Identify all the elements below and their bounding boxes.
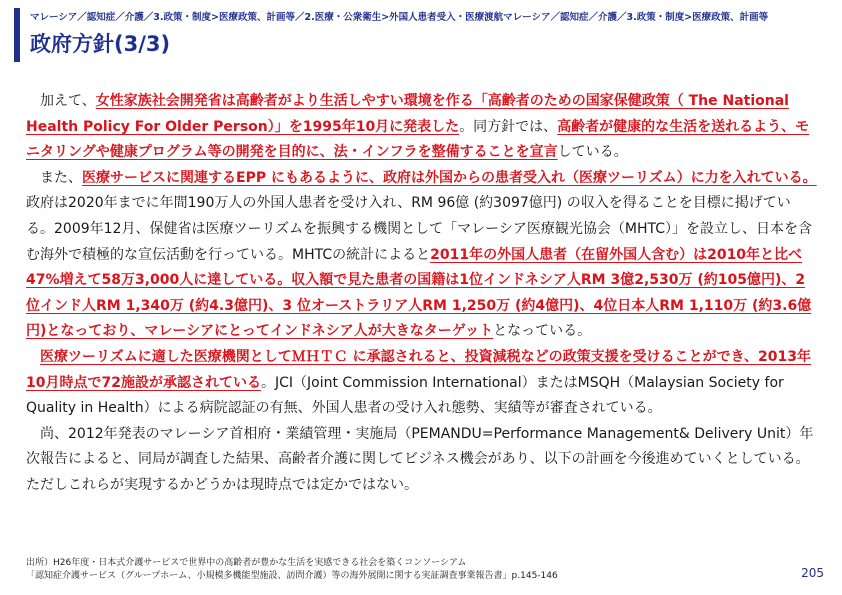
paragraph-1: [26, 89, 818, 166]
paragraph-2: [26, 166, 818, 345]
body-text-run: となっている。: [493, 323, 592, 340]
source-line-2: 「認知症介護サービス（グループホーム、小規模多機能型施設、訪問介護）等の海外展開に関する実証調査事業報告書」p.145-146: [26, 571, 558, 581]
body-text-run: 加えて、: [40, 93, 96, 109]
highlighted-text: 医療ツーリズムに適した医療機関としてＭＨＴＣ に承認されると、投資減税などの政策支援を受けることができ、2013年10月時点で72施設が承認されている: [26, 348, 811, 391]
highlighted-text: 2011年の外国人患者（在留外国人含む）は2010年と比べ47%増えて58万3,000人に達している。収入額で見た患者の国籍は1位インドネシア人RM 3億2,530万 (約105億円)、2位インド人RM 1,340万 (約4.3億円)、3 位オーストラリア人RM 1,250万 (約4億円)、4位日本人RM 1,110万 (約3.6億円)となっており、マレーシアにとってインドネシア人が大きなターゲット: [26, 246, 812, 340]
highlighted-text: 女性家族社会開発省は高齢者がより生活しやすい環境を作る「高齢者のための国家保健政策（ The National Health Policy For Older Person）」を1995年10月に発表した: [26, 93, 789, 135]
page-title: 政府方針(3/3): [30, 32, 171, 56]
source-line-1: 出所）H26年度・日本式介護サービスで世界中の高齢者が豊かな生活を実感できる社会を築くコンソーシアム: [26, 558, 467, 568]
paragraph-4: [26, 422, 818, 499]
body-text: [26, 89, 818, 499]
breadcrumb: マレーシア／認知症／介護／3.政策・制度>医療政策、計画等／2.医療・公衆衛生>外国人患者受入・医療渡航マレーシア／認知症／介護／3.政策・制度>医療政策、計画等: [30, 12, 769, 23]
paragraph-3: [26, 345, 818, 422]
body-text-run: 。JCI（Joint Commission International）またはMSQH（Malaysian Society for Quality in Health）による病院認証の有無、外国人患者の受け入れ態勢、実績等が審査されている。: [26, 374, 784, 417]
highlighted-text: 医療サービスに関連するEPP にもあるように、政府は外国からの患者受入れ（医療ツーリズム）に力を入れている。: [82, 169, 817, 186]
source-footnote: [26, 557, 746, 583]
page-number: 205: [801, 566, 824, 580]
body-text-run: 。同方針では、: [459, 118, 558, 135]
body-text-run: 尚、2012年発表のマレーシア首相府・業績管理・実施局（PEMANDU=Performance Management& Delivery Unit）年次報告によると、同局が調査した結果、高齢者介護に関してビジネス機会があり、以下の計画を今後進めていくとしている。ただしこれらが実現するかどうかは現時点では定かではない。: [26, 425, 814, 493]
title-accent-bar: [14, 8, 20, 62]
highlighted-text: 高齢者が健康的な生活を送れるよう、モニタリングや健康プログラム等の開発を目的に、法・インフラを整備することを宣言: [26, 118, 810, 161]
body-text-run: している。: [557, 144, 628, 161]
body-text-run: また、: [40, 169, 82, 186]
body-text-run: 政府は2020年までに年間190万人の外国人患者を受け入れ、RM 96億 (約3097億円) の収入を得ることを目標に掲げている。2009年12月、保健省は医療ツーリズムを振興する機関として「マレーシア医療観光協会（MHTC）」を設立し、日本を含む海外で積極的な宣伝活動を行っている。MHTCの統計によると: [26, 195, 812, 263]
